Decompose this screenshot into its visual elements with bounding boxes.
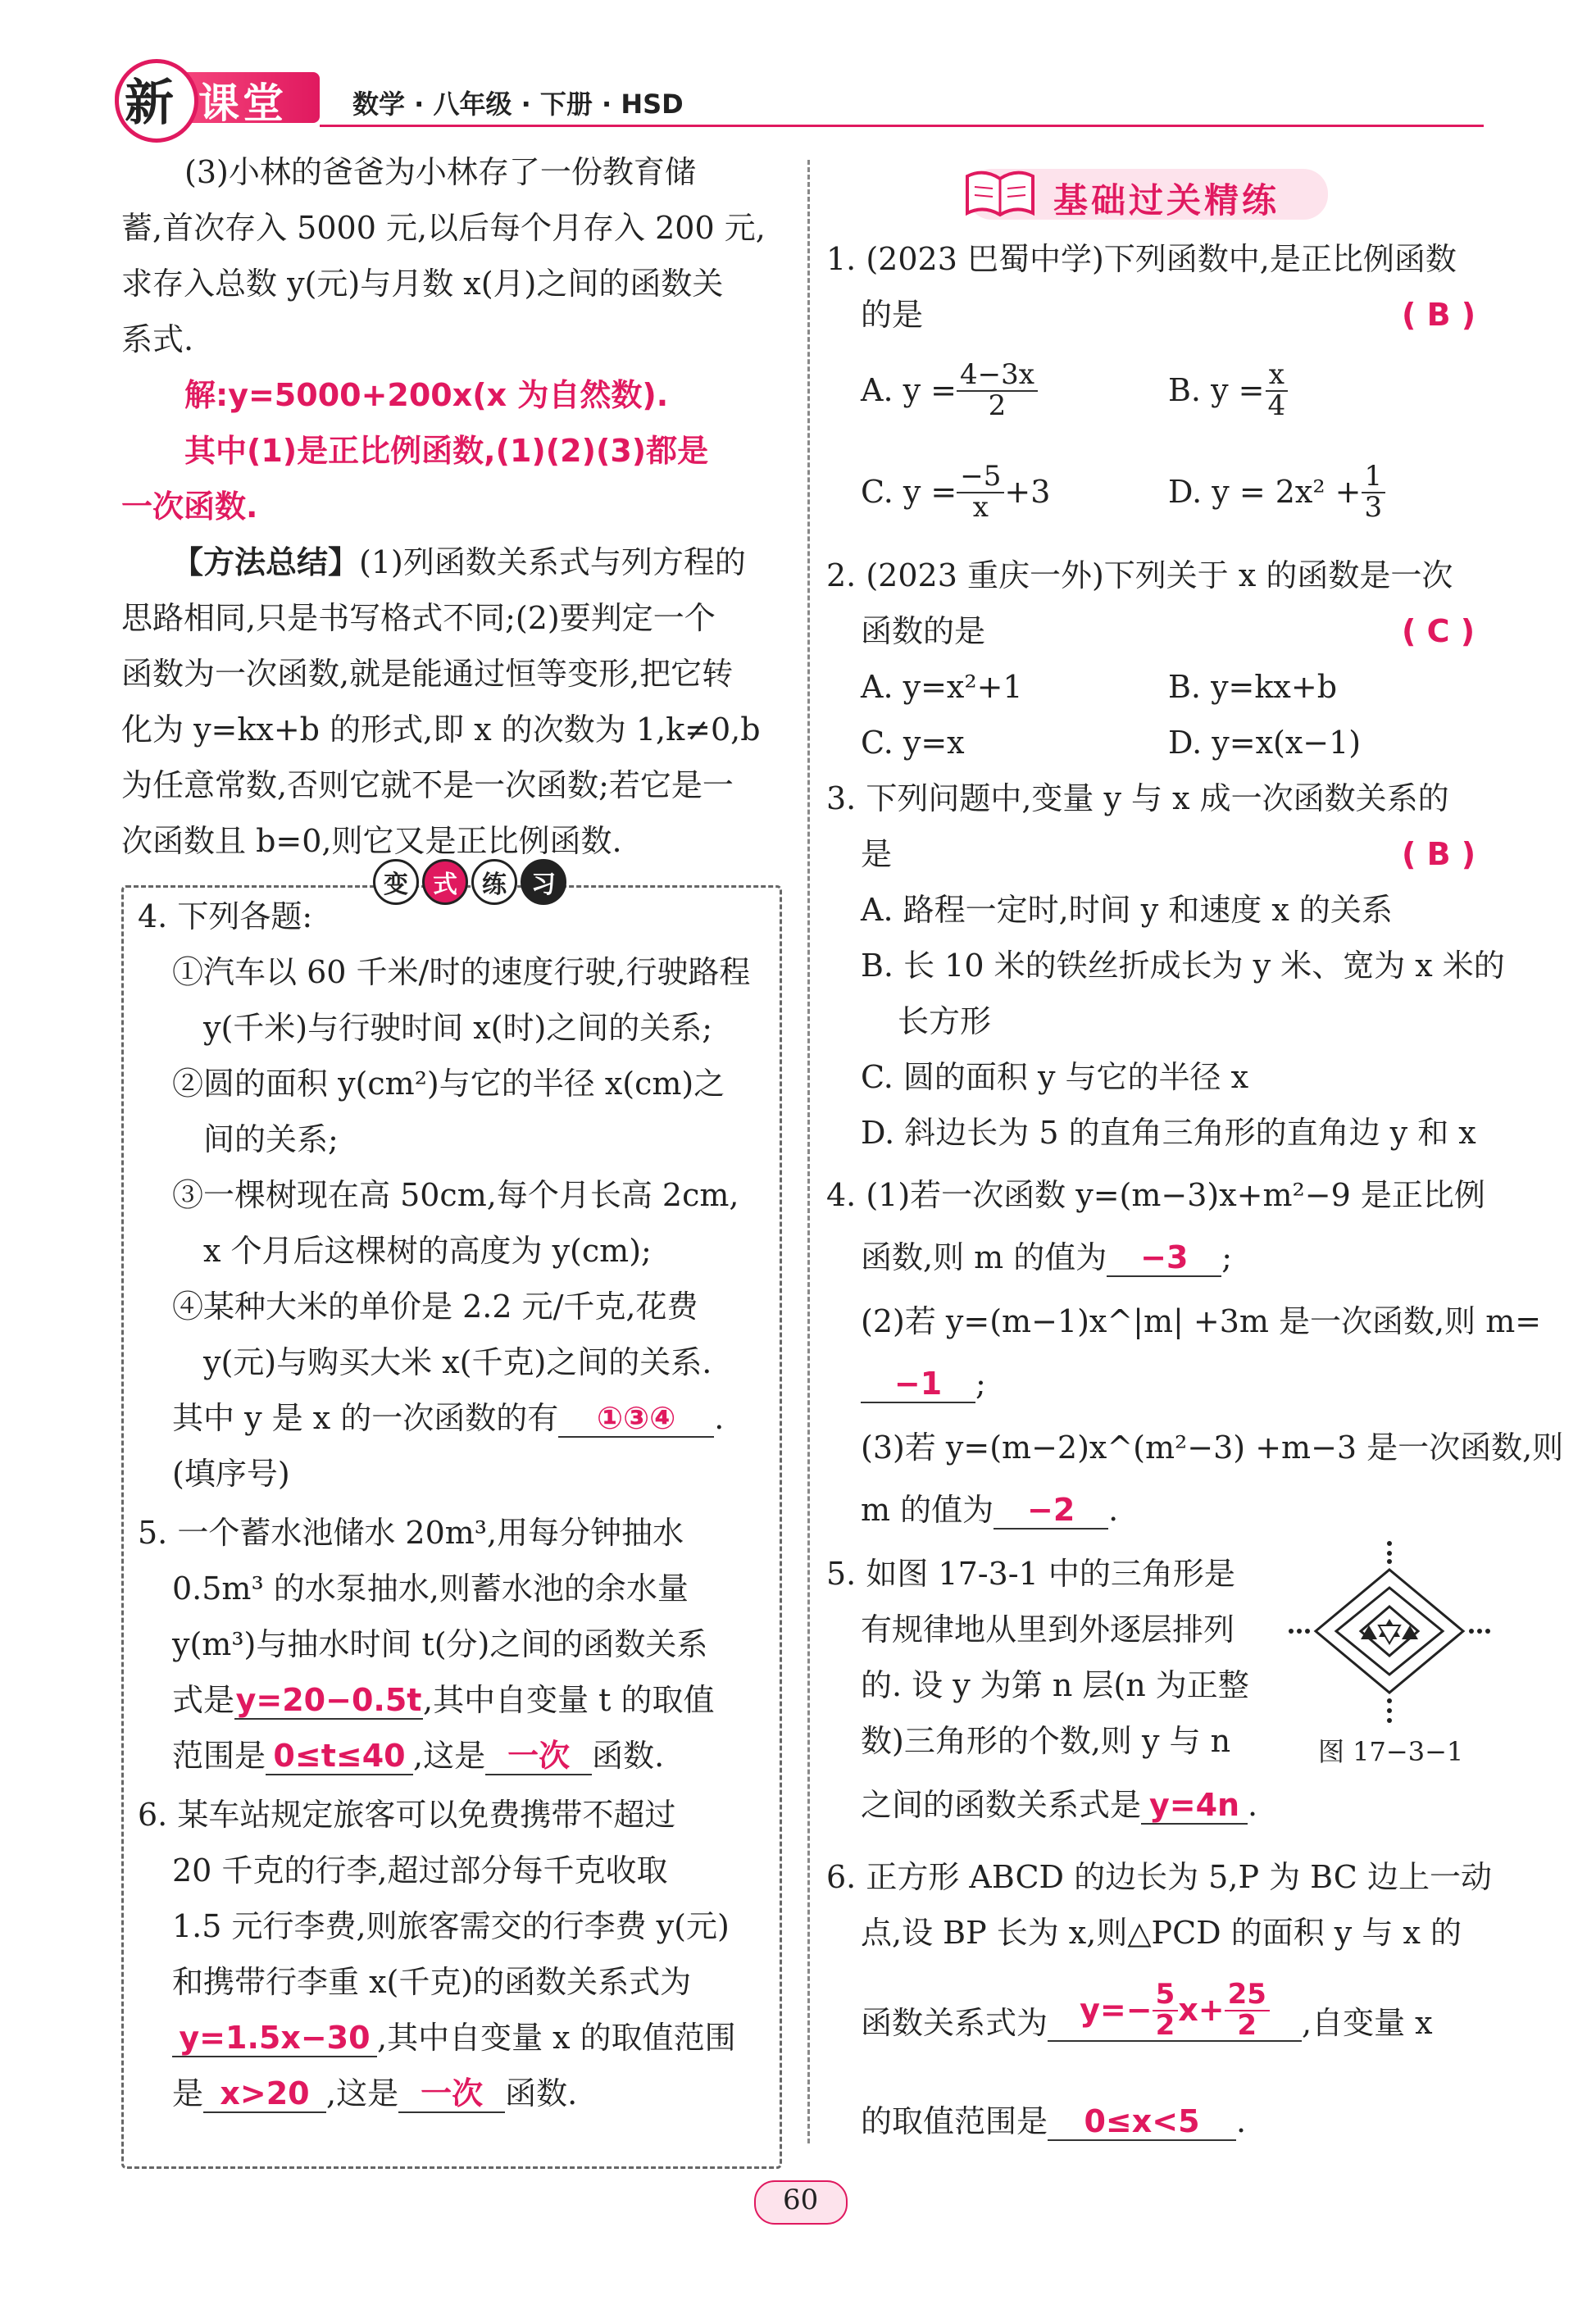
r1-option-c bbox=[861, 462, 1050, 522]
r6-ans-n2: 25 bbox=[1225, 1980, 1270, 2011]
badge-char-lian: 练 bbox=[471, 859, 517, 905]
r1-b-num: x bbox=[1266, 361, 1288, 392]
r5-line5a: 之间的函数关系式是 bbox=[861, 1787, 1142, 1823]
r6-line3a: 函数关系式为 bbox=[861, 2004, 1048, 2041]
figure-caption: 图 17−3−1 bbox=[1318, 1736, 1464, 1767]
q5-line4a: 式是 bbox=[172, 1682, 235, 1718]
r2-option-b: B. y=kx+b bbox=[1168, 669, 1338, 705]
r3-option-b1: B. 长 10 米的铁丝折成长为 y 米、宽为 x 米的 bbox=[861, 948, 1505, 984]
r2-line2: 函数的是 bbox=[861, 613, 986, 649]
r4-line6a: m 的值为 bbox=[861, 1492, 994, 1528]
q6-answer-type: 一次 bbox=[398, 2077, 505, 2113]
q5-line3: y(m³)与抽水时间 t(分)之间的函数关系 bbox=[172, 1626, 708, 1662]
q5-answer-function: y=20−0.5t bbox=[235, 1682, 422, 1718]
q6-line5 bbox=[172, 2020, 736, 2057]
method-summary-line4: 化为 y=kx+b 的形式,即 x 的次数为 1,k≠0,b bbox=[121, 711, 761, 748]
badge-char-shi: 式 bbox=[422, 859, 468, 905]
r1-a-den: 2 bbox=[988, 389, 1007, 422]
q3-line1: (3)小林的爸爸为小林存了一份教育储 bbox=[184, 154, 696, 190]
q5-answer-range: 0≤t≤40 bbox=[266, 1739, 413, 1775]
section-title: 基础过关精练 bbox=[1053, 180, 1280, 220]
r6-line4b: . bbox=[1236, 2103, 1247, 2139]
r1-a-num: 4−3x bbox=[957, 361, 1038, 392]
q6-line6 bbox=[172, 2075, 577, 2113]
r1-option-b bbox=[1168, 358, 1289, 422]
q5-line1: 5. 一个蓄水池储水 20m³,用每分钟抽水 bbox=[138, 1515, 684, 1551]
r2-option-d: D. y=x(x−1) bbox=[1168, 725, 1362, 761]
badge-char-xi: 习 bbox=[521, 859, 566, 905]
q5-line5a: 范围是 bbox=[172, 1738, 266, 1774]
r4-line4b: ; bbox=[975, 1366, 986, 1402]
r6-line3 bbox=[861, 1980, 1433, 2042]
q4-item3b: x 个月后这棵树的高度为 y(cm); bbox=[203, 1233, 652, 1269]
method-summary-line5: 为任意常数,否则它就不是一次函数;若它是一 bbox=[121, 767, 734, 803]
r1-c-num: −5 bbox=[957, 462, 1004, 493]
q4-note: (填序号) bbox=[172, 1456, 290, 1492]
r1-option-d bbox=[1168, 462, 1385, 522]
q4-item4b: y(元)与购买大米 x(千克)之间的关系. bbox=[203, 1344, 712, 1380]
r5-line1: 5. 如图 17-3-1 中的三角形是 bbox=[826, 1556, 1235, 1592]
r3-line1: 3. 下列问题中,变量 y 与 x 成一次函数关系的 bbox=[826, 780, 1449, 816]
r4-line2b: ; bbox=[1221, 1239, 1233, 1275]
logo-char-xin: 新 bbox=[125, 75, 174, 132]
r1-d-pre: D. y = 2x² + bbox=[1168, 473, 1362, 510]
practice-badge bbox=[373, 859, 566, 905]
q4-answer: ①③④ bbox=[558, 1402, 714, 1438]
method-summary-line3: 函数为一次函数,就是能通过恒等变形,把它转 bbox=[121, 656, 734, 692]
r6-ans-d1: 2 bbox=[1155, 2008, 1175, 2042]
r6-ans-pre: y=− bbox=[1080, 1991, 1153, 2028]
r5-line4: 数)三角形的个数,则 y 与 n bbox=[861, 1723, 1231, 1759]
r1-b-den: 4 bbox=[1267, 389, 1286, 422]
logo-chars: 课堂 bbox=[198, 80, 287, 127]
method-summary-line2: 思路相同,只是书写格式不同;(2)要判定一个 bbox=[121, 600, 716, 636]
q3-line3: 求存入总数 y(元)与月数 x(月)之间的函数关 bbox=[121, 266, 724, 302]
q6-line6c: 函数. bbox=[505, 2075, 578, 2111]
r3-answer: ( B ) bbox=[1402, 836, 1476, 872]
q5-line4 bbox=[172, 1682, 715, 1720]
r1-b-pre: B. y = bbox=[1168, 371, 1265, 408]
header-subject: 数学 · 八年级 · 下册 · HSD bbox=[352, 89, 684, 120]
r3-option-c: C. 圆的面积 y 与它的半径 x bbox=[861, 1059, 1249, 1095]
r3-option-a: A. 路程一定时,时间 y 和速度 x 的关系 bbox=[861, 892, 1393, 928]
r5-line5 bbox=[861, 1787, 1257, 1825]
header-rule bbox=[320, 125, 1484, 127]
r4-line2a: 函数,则 m 的值为 bbox=[861, 1239, 1107, 1275]
r6-line3b: ,自变量 x bbox=[1302, 2004, 1433, 2041]
method-summary-line1 bbox=[172, 544, 746, 582]
r5-line5b: . bbox=[1248, 1787, 1258, 1823]
q5-line5b: ,这是 bbox=[413, 1738, 486, 1774]
r3-option-d: D. 斜边长为 5 的直角三角形的直角边 y 和 x bbox=[861, 1115, 1476, 1151]
r4-answer1: −3 bbox=[1107, 1241, 1221, 1277]
q6-line6a: 是 bbox=[172, 2075, 204, 2111]
solution-line3: 一次函数. bbox=[121, 489, 258, 525]
r2-answer: ( C ) bbox=[1402, 613, 1476, 649]
q5-answer-type: 一次 bbox=[485, 1739, 592, 1775]
badge-char-bian: 变 bbox=[373, 859, 419, 905]
r6-answer-range: 0≤x<5 bbox=[1048, 2105, 1236, 2141]
r6-line4 bbox=[861, 2103, 1246, 2141]
q4-item3a: ③一棵树现在高 50cm,每个月长高 2cm, bbox=[172, 1177, 739, 1213]
r6-ans-frac1 bbox=[1153, 1980, 1179, 2040]
r1-d-num: 1 bbox=[1362, 462, 1386, 493]
q3-line4: 系式. bbox=[121, 321, 194, 357]
r1-a-pre: A. y = bbox=[861, 371, 957, 408]
r6-ans-mid: x+ bbox=[1178, 1991, 1225, 2028]
method-summary-line6: 次函数且 b=0,则它又是正比例函数. bbox=[121, 823, 622, 859]
r5-answer: y=4n bbox=[1141, 1789, 1248, 1825]
q5-line5c: 函数. bbox=[592, 1738, 665, 1774]
q6-answer-function: y=1.5x−30 bbox=[172, 2021, 377, 2057]
r1-d-frac bbox=[1362, 462, 1386, 522]
page-number: 60 bbox=[783, 2184, 819, 2216]
r6-ans-frac2 bbox=[1225, 1980, 1270, 2040]
r1-option-a bbox=[861, 358, 1038, 422]
r1-a-frac bbox=[957, 358, 1038, 422]
q4-item2a: ②圆的面积 y(cm²)与它的半径 x(cm)之 bbox=[172, 1066, 725, 1102]
solution-line1: 解:y=5000+200x(x 为自然数). bbox=[184, 377, 669, 413]
r3-option-b2: 长方形 bbox=[898, 1003, 992, 1039]
r1-c-pre: C. y = bbox=[861, 473, 957, 510]
r1-line1: 1. (2023 巴蜀中学)下列函数中,是正比例函数 bbox=[826, 241, 1457, 277]
q3-line2: 蓄,首次存入 5000 元,以后每个月存入 200 元, bbox=[121, 210, 766, 246]
r4-line3: (2)若 y=(m−1)x^|m| +3m 是一次函数,则 m= bbox=[861, 1303, 1542, 1339]
q4-item4a: ④某种大米的单价是 2.2 元/千克,花费 bbox=[172, 1289, 698, 1325]
r6-line2: 点,设 BP 长为 x,则△PCD 的面积 y 与 x 的 bbox=[861, 1915, 1462, 1951]
q4-ask-line: 其中 y 是 x 的一次函数的有 ①③④ . bbox=[172, 1400, 725, 1436]
r1-answer: ( B ) bbox=[1402, 297, 1476, 333]
r4-line2 bbox=[861, 1239, 1232, 1277]
r4-line5: (3)若 y=(m−2)x^(m²−3) +m−3 是一次函数,则 bbox=[861, 1430, 1564, 1466]
q5-line2: 0.5m³ 的水泵抽水,则蓄水池的余水量 bbox=[172, 1570, 689, 1607]
q6-line4: 和携带行李重 x(千克)的函数关系式为 bbox=[172, 1964, 692, 2000]
r6-ans-n1: 5 bbox=[1153, 1980, 1179, 2011]
r2-option-a: A. y=x²+1 bbox=[861, 669, 1023, 705]
r6-line4a: 的取值范围是 bbox=[861, 2103, 1048, 2139]
r4-line6 bbox=[861, 1492, 1118, 1530]
r4-answer3: −2 bbox=[994, 1493, 1108, 1530]
q6-line1: 6. 某车站规定旅客可以免费携带不超过 bbox=[138, 1797, 676, 1833]
q5-line4b: ,其中自变量 t 的取值 bbox=[423, 1682, 715, 1718]
r6-line1: 6. 正方形 ABCD 的边长为 5,P 为 BC 边上一动 bbox=[826, 1859, 1492, 1895]
q4-item1a: ①汽车以 60 千米/时的速度行驶,行驶路程 bbox=[172, 954, 751, 990]
r1-c-den: x bbox=[972, 490, 989, 524]
r1-c-frac bbox=[957, 462, 1004, 522]
r1-b-frac bbox=[1264, 358, 1289, 422]
r2-option-c: C. y=x bbox=[861, 725, 965, 761]
r4-line1: 4. (1)若一次函数 y=(m−3)x+m²−9 是正比例 bbox=[826, 1177, 1485, 1213]
column-divider bbox=[807, 160, 810, 2143]
q5-line5 bbox=[172, 1738, 664, 1775]
r4-line6b: . bbox=[1108, 1492, 1119, 1528]
book-icon bbox=[963, 164, 1037, 229]
q6-line6b: ,这是 bbox=[326, 2075, 399, 2111]
r6-ans-d2: 2 bbox=[1237, 2008, 1257, 2042]
r3-line2: 是 bbox=[861, 836, 893, 872]
r2-line1: 2. (2023 重庆一外)下列关于 x 的函数是一次 bbox=[826, 557, 1453, 593]
r4-answer2: −1 bbox=[861, 1367, 975, 1403]
r1-line2: 的是 bbox=[861, 297, 924, 333]
method-text-1: (1)列函数关系式与列方程的 bbox=[359, 544, 746, 580]
q4-item2b: 间的关系; bbox=[203, 1121, 339, 1157]
q4-line1: 4. 下列各题: bbox=[138, 898, 313, 934]
q6-line5b: ,其中自变量 x 的取值范围 bbox=[377, 2020, 736, 2056]
figure-17-3-1 bbox=[1287, 1537, 1492, 1733]
r1-c-post: +3 bbox=[1004, 473, 1051, 510]
r4-line4 bbox=[861, 1366, 986, 1403]
q4-item1b: y(千米)与行驶时间 x(时)之间的关系; bbox=[203, 1010, 713, 1046]
solution-line2: 其中(1)是正比例函数,(1)(2)(3)都是 bbox=[184, 433, 709, 469]
r5-line3: 的. 设 y 为第 n 层(n 为正整 bbox=[861, 1667, 1249, 1703]
r5-line2: 有规律地从里到外逐层排列 bbox=[861, 1611, 1235, 1648]
q6-answer-range: x>20 bbox=[203, 2077, 326, 2113]
q4-ask: 其中 y 是 x 的一次函数的有 bbox=[172, 1400, 559, 1436]
r6-answer-function bbox=[1048, 1980, 1302, 2042]
q6-line3: 1.5 元行李费,则旅客需交的行李费 y(元) bbox=[172, 1908, 730, 1944]
q6-line2: 20 千克的行李,超过部分每千克收取 bbox=[172, 1852, 668, 1889]
method-title: 【方法总结】 bbox=[172, 544, 360, 580]
r1-d-den: 3 bbox=[1364, 490, 1383, 524]
